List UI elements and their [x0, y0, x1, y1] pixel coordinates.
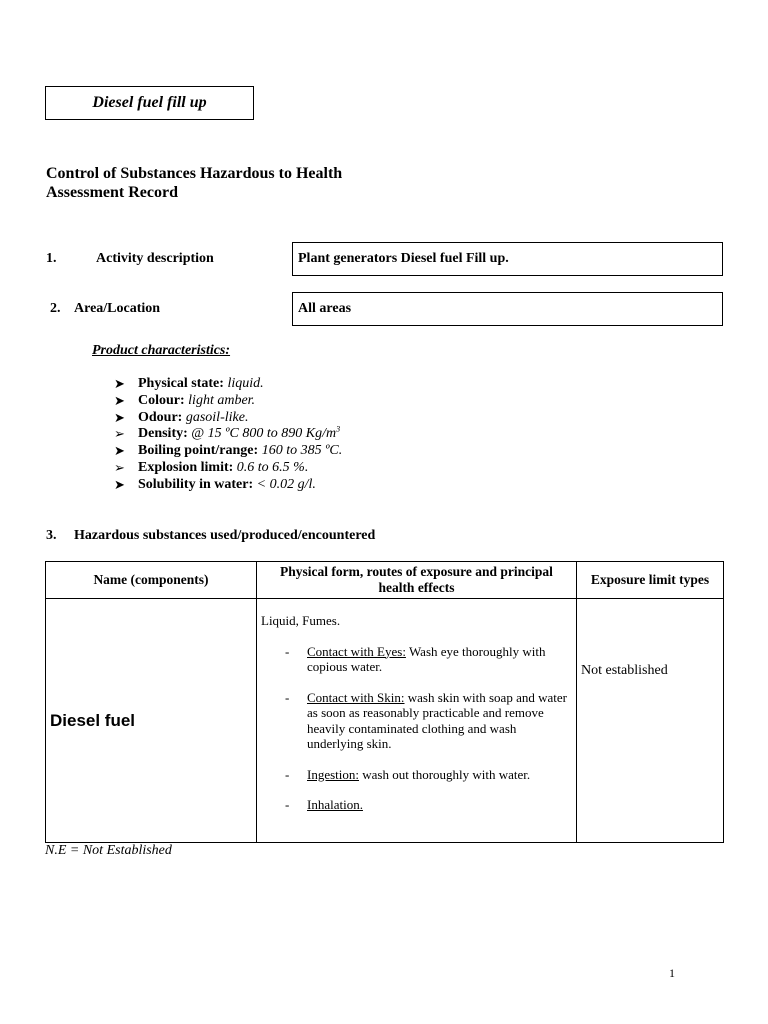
list-item: ➤ Physical state: liquid.	[114, 376, 264, 391]
list-item: - Contact with Eyes: Wash eye thoroughly with copious water.	[285, 643, 546, 674]
section-2-label: Area/Location	[74, 301, 161, 316]
list-item: - Ingestion: wash out thoroughly with water.	[285, 766, 531, 782]
substance-name: Diesel fuel	[46, 599, 257, 843]
arrow-bullet-icon: ➤	[114, 443, 125, 459]
activity-description-field	[292, 242, 723, 276]
exposure-limit-value: Not established	[577, 599, 724, 843]
document-title-box	[45, 86, 254, 120]
list-item: ➤ Odour: gasoil-like.	[114, 409, 249, 425]
assessment-heading	[46, 164, 342, 202]
arrow-bullet-icon: ➤	[114, 409, 125, 425]
heading-line-2: Assessment Record	[46, 184, 178, 201]
list-item: ➢ Density: @ 15 ºC 800 to 890 $Kg/m^3$	[114, 424, 341, 442]
list-item: - Contact with Skin: wash skin with soap and water as soon as reasonably practicable and remove heavily contaminated clothing and wash underlying skin.	[285, 689, 567, 751]
column-header-name: Name (components)	[46, 562, 257, 599]
arrow-bullet-icon: ➤	[114, 392, 125, 408]
hazardous-substances-table	[45, 561, 724, 843]
column-header-exposure-limit: Exposure limit types	[577, 562, 724, 599]
list-item: ➢ Explosion limit: 0.6 to 6.5 %.	[114, 459, 309, 475]
health-effects-cell	[257, 599, 577, 843]
section-1-number: 1.	[46, 251, 57, 266]
physical-form: Liquid, Fumes.	[261, 613, 341, 628]
arrow-bullet-icon: ➤	[114, 376, 125, 391]
list-item: - Inhalation.	[285, 797, 363, 812]
arrow-bullet-icon: ➤	[114, 476, 125, 492]
arrow-bullet-icon: ➢	[114, 459, 125, 475]
product-characteristics-heading: Product characteristics:	[92, 343, 231, 358]
list-item: ➤ Boiling point/range: 160 to 385 ºC.	[114, 443, 343, 459]
section-2-number: 2.	[50, 301, 61, 316]
section-3-label: Hazardous substances used/produced/encountered	[74, 528, 376, 543]
section-1-label: Activity description	[96, 251, 214, 266]
activity-description-value: Plant generators Diesel fuel Fill up.	[298, 251, 509, 266]
page-number: 1	[669, 966, 675, 980]
table-header-row	[46, 562, 724, 599]
heading-line-1: Control of Substances Hazardous to Health	[46, 165, 343, 182]
product-characteristics-list	[114, 376, 342, 494]
column-header-effects: Physical form, routes of exposure and principal health effects	[257, 562, 577, 599]
table-row	[46, 599, 724, 843]
area-location-value: All areas	[298, 301, 352, 316]
area-location-field	[292, 292, 723, 326]
footnote: N.E = Not Established	[45, 843, 172, 858]
document-title: Diesel fuel fill up	[92, 94, 207, 111]
list-item: ➤ Solubility in water: < 0.02 g/l.	[114, 476, 316, 492]
section-3-number: 3.	[46, 528, 57, 543]
arrow-bullet-icon: ➢	[114, 426, 125, 442]
list-item: ➤ Colour: light amber.	[114, 392, 256, 408]
